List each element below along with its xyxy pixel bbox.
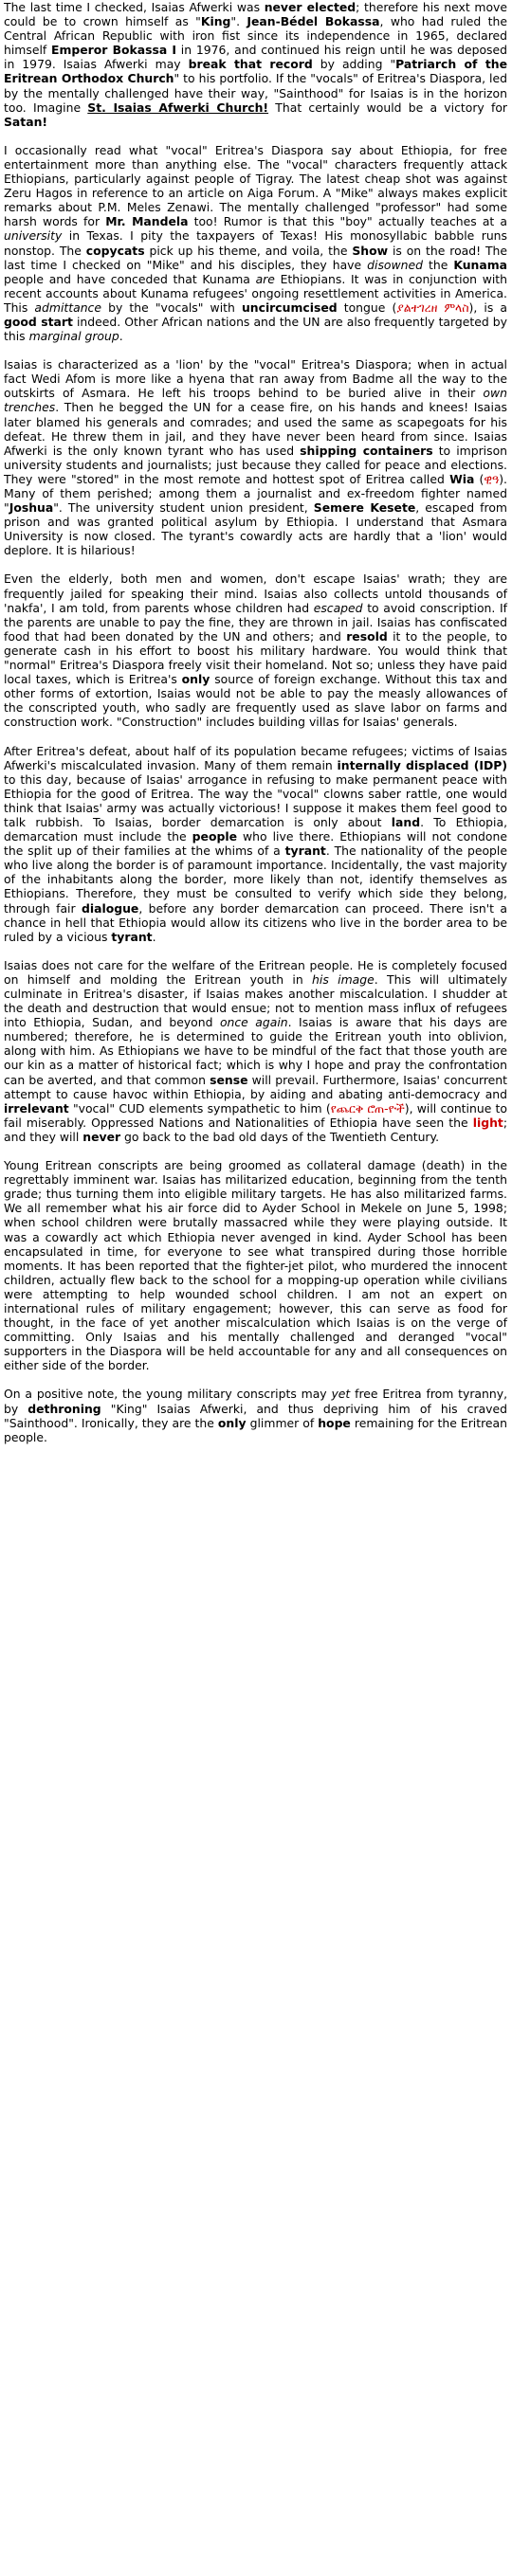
text-run: to this day, because of Isaias' arrogance in refusing to make permanent peace with Ethiopia for the good of Eritrea. The way the "vocal" clowns saber rattle, one would think that Isaias' army was actually victorious! I suppose it makes them feel good to talk rubbish. To Isaias, border demarcation is only about (4, 771, 507, 829)
text-run: St. Isaias Afwerki Church! (87, 100, 269, 115)
paragraph-7 (4, 1158, 507, 1372)
text-run: uncircumcised (241, 299, 338, 315)
text-run: I occasionally read what "vocal" Eritrea's Diaspora say about Ethiopia, for free entertainment more than anything else. The "vocal" characters frequently attack Ethiopians, particularly against people of Tigray. The latest cheap shot was against Zeru Hagos in reference to an article on Aiga Forum. A "Mike" always makes explicit remarks about P.M. Meles Zenawi. The mentally challenged "professor" had some harsh words for (4, 142, 507, 229)
text-run: ; and they will (4, 1115, 507, 1144)
text-run: King (200, 14, 231, 29)
text-run: Satan! (4, 114, 48, 129)
text-run: ), is a (468, 299, 507, 315)
text-run: . (119, 329, 123, 344)
text-run: to avoid conscription. If the parents are unable to pay the fine, they are thrown in jail. Isaias has confiscated food that had been donated by the UN and others; and (4, 600, 507, 644)
paragraph-1 (4, 0, 507, 129)
text-run: light (472, 1115, 503, 1130)
text-run: "King" Isaias Afwerki, and thus depriving him of his craved "Sainthood". Ironically, they are the (4, 1401, 507, 1430)
text-run: Even the elderly, both men and women, don't escape Isaias' wrath; they are frequently jailed for speaking their mind. Isaias also collects untold thousands of 'nakfa', I am told, from parents whose children had (4, 571, 507, 615)
text-run: yet (331, 1387, 351, 1402)
text-run: will prevail. Furthermore, Isaias' concurrent attempt to cause havoc within Ethiopia, by aiding and abating anti-democracy and (4, 1072, 507, 1101)
text-run: tongue ( (337, 299, 397, 315)
paragraph-6 (4, 958, 507, 1144)
text-run: tyrant (111, 929, 153, 944)
text-run: Mr. Mandela (105, 214, 189, 229)
text-run: Joshua (9, 500, 54, 516)
text-run: only (217, 1415, 247, 1430)
text-run: never elected (264, 0, 357, 14)
text-run: Show (352, 243, 389, 258)
text-run: marginal group (28, 329, 119, 344)
text-run: . This will ultimately culminate in Eritrea's disaster, if Isaias makes another miscalculation. I shudder at the death and destruction that would ensue; not to mention mass influx of refugees into Ethiopia, Sudan, and beyond (4, 971, 507, 1030)
text-run: is on the road! The last time I checked on "Mike" and his disciples, they have (4, 243, 507, 272)
text-run: are (255, 271, 275, 286)
text-run: pick up his theme, and voila, the (144, 243, 353, 258)
text-run: ). Many of them perished; among them a journalist and ex-freedom fighter named " (4, 471, 507, 516)
text-run: That certainly would be a victory for (268, 100, 508, 115)
text-run: Semere Kesete (313, 500, 416, 516)
text-run: shipping containers (300, 443, 433, 458)
text-run: ". (230, 14, 247, 29)
text-run: Kunama (453, 257, 507, 272)
text-run: ". The university student union president, (53, 500, 314, 516)
text-run: , before any border demarcation can proceed. There isn't a chance in hell that Ethiopia would allow its citizens who live in the border area to be ruled by a vicious (4, 900, 508, 944)
text-run: Patriarch of the Eritrean Orthodox Church (4, 57, 507, 86)
text-run: irrelevant (4, 1100, 69, 1116)
text-run: by the "vocals" with (101, 299, 242, 315)
text-run: Jean-Bédel Bokassa (247, 14, 380, 29)
text-run: ( (474, 471, 485, 486)
text-run: source of foreign exchange. Without this tax and other forms of extortion, Isaias would not be able to pay the measly allowances of the conscripted youth, who sadly are frequently used as slave labor on farms and construction work. "Construction" includes building villas for Isaias' generals. (4, 672, 507, 730)
text-run: Emperor Bokassa I (51, 43, 177, 58)
text-run: break that record (188, 57, 313, 72)
text-run: the (422, 257, 454, 272)
text-run: to imprison university students and journalists; just because they called for peace and elections. They were "stored" in the most remote and hottest spot of Eritrea called (4, 443, 507, 486)
text-run: " to his portfolio. If the "vocals" of Eritrea's Diaspora, led by the mentally challenged have their way, "Sainthood" for Isaias is in the horizon too. Imagine (4, 71, 507, 115)
text-run: in 1976, and continued his reign until he was deposed in 1979. Isaias Afwerki may (4, 43, 507, 72)
text-run: On a positive note, the young military conscripts may (4, 1387, 332, 1402)
text-run: own trenches (4, 386, 507, 415)
text-run: go back to the bad old days of the Twentieth Century. (120, 1129, 440, 1144)
text-run: , who had ruled the Central African Republic with iron fist since its independence in 1965, declared himself (4, 14, 507, 58)
text-run: . Isaias is aware that his days are numbered; therefore, he is determined to guide the Eritrean youth into oblivion, along with him. As Ethiopians we have to be mindful of the fact that those youth are our kin as a matter of historical fact; which is why I hope and pray the confrontation can be averted, and that common (4, 1015, 507, 1087)
text-run: once again (219, 1015, 288, 1030)
text-run: only (181, 672, 210, 687)
text-run: "vocal" CUD elements sympathetic to him ( (68, 1100, 331, 1116)
text-run: good start (4, 314, 73, 329)
text-run: copycats (85, 243, 145, 258)
text-run: it to the people, to generate cash in his effort to boost his military hardware. You would think that "normal" Eritrea's Diaspora freely visit their homeland. Not so; unless they have paid local taxes, which is Eritrea's (4, 628, 507, 687)
text-run: ዊዓ (484, 471, 500, 486)
text-run: የጨርቅ ሮጠ-ዮች (330, 1100, 405, 1116)
text-run: admittance (34, 299, 101, 315)
paragraph-4 (4, 571, 507, 729)
text-run: hope (318, 1415, 351, 1430)
text-run: university (4, 228, 63, 244)
text-run: in Texas. I pity the taxpayers of Texas! His monosyllabic babble runs nonstop. The (4, 228, 507, 258)
text-run: , escaped from prison and was granted political asylum by Ethiopia. I understand that Asmara University is now closed. The tyrant's cowardly acts are hardly that a 'lion' would deplore. It is hilarious! (4, 500, 507, 558)
text-run: indeed. Other African nations and the UN are also frequently targeted by this (4, 314, 507, 344)
text-run: The last time I checked, Isaias Afwerki was (4, 0, 265, 14)
text-run: his image (312, 971, 375, 987)
text-run: After Eritrea's defeat, about half of its population became refugees; victims of Isaias Afwerki's miscalculated invasion. Many of them remain (4, 743, 507, 772)
text-run: disowned (367, 257, 423, 272)
text-run: Ethiopians. It was in conjunction with recent accounts about Kunama refugees' ongoing resettlement activities in America. This (4, 271, 507, 315)
text-run: Isaias does not care for the welfare of the Eritrean people. He is completely focused on himself and molding the Eritrean youth in (4, 957, 507, 987)
text-run: land (391, 814, 421, 829)
text-run: ያልተገረዘ ምላስ (396, 299, 469, 315)
text-run: internally displaced (IDP) (337, 757, 508, 772)
text-run: people (192, 829, 237, 844)
text-run: ), will continue to fail miserably. Oppressed Nations and Nationalities of Ethiopia have seen the (4, 1100, 507, 1130)
text-run: escaped (313, 600, 363, 615)
paragraph-2 (4, 143, 507, 343)
text-run: . The nationality of the people who live along the border is of paramount importance. Incidentally, the vast majority of the inhabitants along the border, more likely than not, identify themselves as Ethiopians. Therefore, they must be consulted to verify which side they belong, through fair (4, 844, 507, 916)
text-run: resold (346, 628, 388, 644)
text-run: ; therefore his next move could be to crown himself as " (4, 0, 508, 29)
text-run: . To Ethiopia, demarcation must include the (4, 814, 508, 844)
text-run: by adding " (312, 57, 396, 72)
text-run: never (82, 1129, 121, 1144)
text-run: dethroning (27, 1401, 101, 1416)
text-run: free Eritrea from tyranny, by (4, 1387, 508, 1416)
paragraph-3 (4, 357, 507, 557)
text-run: dialogue (81, 900, 139, 916)
text-run: who live there. Ethiopians will not condone the split up of their families at the whims of a (4, 829, 507, 859)
text-run: glimmer of (246, 1415, 319, 1430)
text-run: people and have conceded that Kunama (4, 271, 256, 286)
text-run: Young Eritrean conscripts are being groomed as collateral damage (death) in the regrettably imminent war. Isaias has militarized education, beginning from the tenth grade; thus turning them into eligible military targets. He has also militarized farms. We all remember what his air force did to Ayder School in Mekele on June 5, 1998; when school children were brutally massacred while they were playing outside. It was a cowardly act which Ethiopia never avenged in kind. Ayder School has been encapsulated in time, for everyone to see what transpired during those horrible moments. It has been reported that the fighter-jet pilot, who murdered the innocent children, actually flew back to the school for a mopping-up operation while civilians were attempting to help wounded school children. I am not an expert on international rules of military engagement; however, this can serve as food for thought, in the face of yet another miscalculation which Isaias is on the verge of committing. Only Isaias and his mentally challenged and deranged "vocal" supporters in the Diaspora will be held accountable for any and all consequences on either side of the border. (4, 1158, 507, 1373)
text-run: remaining for the Eritrean people. (4, 1415, 507, 1444)
text-run: Isaias is characterized as a 'lion' by the "vocal" Eritrea's Diaspora; when in actual fact Wedi Afom is more like a hyena that ran away from Badme all the way to the outskirts of Asmara. He left his troops behind to be buried alive in their (4, 357, 507, 401)
text-run: tyrant (284, 844, 326, 859)
paragraph-5 (4, 744, 507, 944)
text-run: Wia (449, 471, 475, 486)
paragraph-8 (4, 1387, 507, 1443)
text-run: . Then he begged the UN for a cease fire, on his hands and knees! Isaias later blamed his generals and comrades; and used the same as scapegoats for his defeat. He threw them in jail, and they have never been heard from since. Isaias Afwerki is the only known tyrant who has used (4, 400, 507, 458)
text-run: too! Rumor is that this "boy" actually teaches at a (188, 214, 507, 229)
text-run: sense (210, 1072, 248, 1087)
text-run: . (152, 929, 156, 944)
